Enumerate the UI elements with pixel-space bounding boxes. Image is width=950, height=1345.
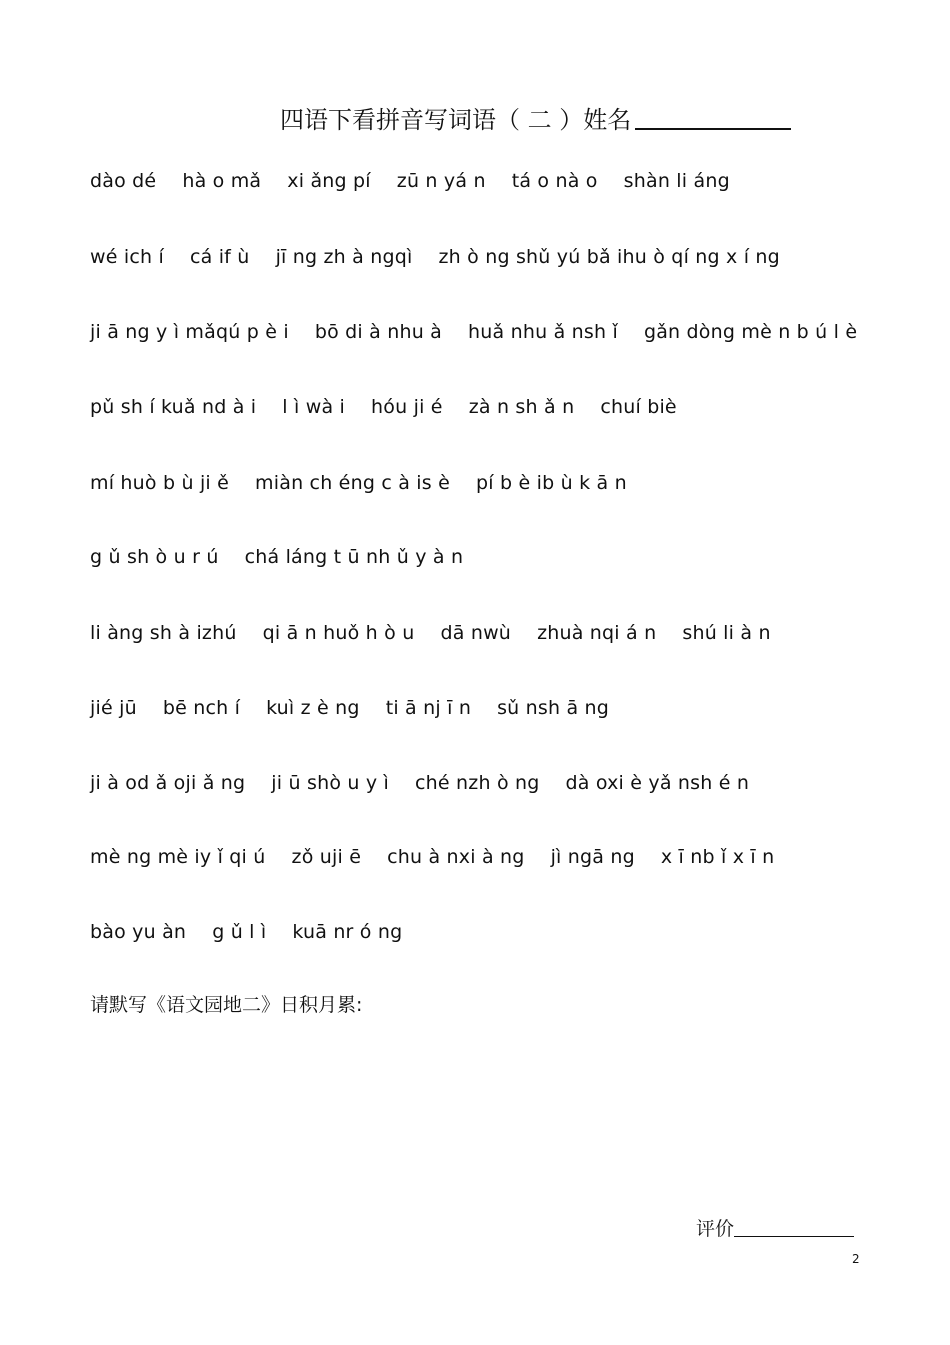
- pinyin-word: chá láng t ū nh ǔ y à n: [244, 546, 464, 568]
- pinyin-word: chuí biè: [600, 396, 677, 418]
- pinyin-word: jié jū: [90, 697, 137, 719]
- pinyin-row: [90, 472, 653, 494]
- pinyin-word: mè ng mè iy ǐ qi ú: [90, 846, 266, 868]
- pinyin-row: [90, 697, 635, 719]
- pinyin-word: zhuà nqi á n: [537, 622, 657, 644]
- pinyin-word: g ǔ sh ò u r ú: [90, 546, 219, 568]
- pinyin-word: dā nwù: [440, 622, 512, 644]
- pinyin-word: wé ich í: [90, 246, 164, 268]
- pinyin-row: [90, 396, 703, 418]
- evaluation-label: 评价: [696, 1218, 735, 1240]
- pinyin-word: dà oxi è yǎ nsh é n: [565, 772, 750, 794]
- pinyin-word: ti ā nj ī n: [385, 697, 472, 719]
- pinyin-row: [90, 846, 800, 868]
- pinyin-word: xi ǎng pí: [287, 170, 371, 192]
- pinyin-word: kuā nr ó ng: [292, 921, 403, 943]
- pinyin-row: [90, 246, 806, 268]
- pinyin-word: ji ū shò u y ì: [271, 772, 390, 794]
- pinyin-row: [90, 170, 756, 192]
- pinyin-word: chu à nxi à ng: [387, 846, 525, 868]
- pinyin-word: ché nzh ò ng: [415, 772, 540, 794]
- pinyin-word: zū n yá n: [396, 170, 486, 192]
- pinyin-row: [90, 321, 883, 343]
- pinyin-word: g ǔ l ì: [212, 921, 267, 943]
- pinyin-word: bē nch í: [162, 697, 241, 719]
- pinyin-word: kuì z è ng: [266, 697, 360, 719]
- pinyin-word: tá o nà o: [511, 170, 598, 192]
- evaluation-blank-line[interactable]: [734, 1218, 854, 1237]
- title-text: 四语下看拼音写词语（ 二 ）姓名: [280, 106, 632, 134]
- pinyin-word: shú li à n: [682, 622, 771, 644]
- pinyin-row: [90, 921, 428, 943]
- page-number: 2: [852, 1252, 860, 1266]
- name-blank-line[interactable]: [635, 108, 791, 130]
- pinyin-word: jì ngā ng: [550, 846, 635, 868]
- pinyin-row: [90, 622, 797, 644]
- pinyin-word: ji ā ng y ì mǎqú p è i: [90, 321, 289, 343]
- pinyin-word: qi ā n huǒ h ò u: [262, 622, 415, 644]
- pinyin-word: zà n sh ǎ n: [468, 396, 575, 418]
- pinyin-word: sǔ nsh ā ng: [497, 697, 610, 719]
- pinyin-word: l ì wà i: [282, 396, 346, 418]
- pinyin-word: huǎ nhu ǎ nsh ǐ: [468, 321, 618, 343]
- pinyin-word: hà o mǎ: [182, 170, 262, 192]
- pinyin-word: mí huò b ù ji ě: [90, 472, 230, 494]
- pinyin-word: bō di à nhu à: [314, 321, 443, 343]
- pinyin-word: gǎn dòng mè n b ú l è: [643, 321, 858, 343]
- pinyin-word: cá if ù: [189, 246, 250, 268]
- pinyin-word: hóu ji é: [371, 396, 443, 418]
- pinyin-word: bào yu àn: [90, 921, 187, 943]
- pinyin-word: miàn ch éng c à is è: [255, 472, 450, 494]
- evaluation-field: [696, 1214, 854, 1241]
- pinyin-word: dào dé: [90, 170, 157, 192]
- dictation-prompt: 请默写《语文园地二》日积月累:: [90, 994, 363, 1016]
- pinyin-word: x ī nb ǐ x ī n: [660, 846, 775, 868]
- pinyin-row: [90, 772, 775, 794]
- pinyin-word: jī ng zh à ngqì: [275, 246, 413, 268]
- pinyin-word: ji à od ǎ oji ǎ ng: [90, 772, 246, 794]
- pinyin-word: zh ò ng shǔ yú bǎ ihu ò qí ng x í ng: [438, 246, 780, 268]
- pinyin-word: pí b è ib ù k ā n: [476, 472, 627, 494]
- pinyin-word: zǒ uji ē: [291, 846, 362, 868]
- pinyin-word: pǔ sh í kuǎ nd à i: [90, 396, 257, 418]
- pinyin-row: [90, 546, 489, 568]
- pinyin-word: shàn li áng: [623, 170, 730, 192]
- page-title: [280, 100, 791, 135]
- pinyin-word: li àng sh à izhú: [90, 622, 237, 644]
